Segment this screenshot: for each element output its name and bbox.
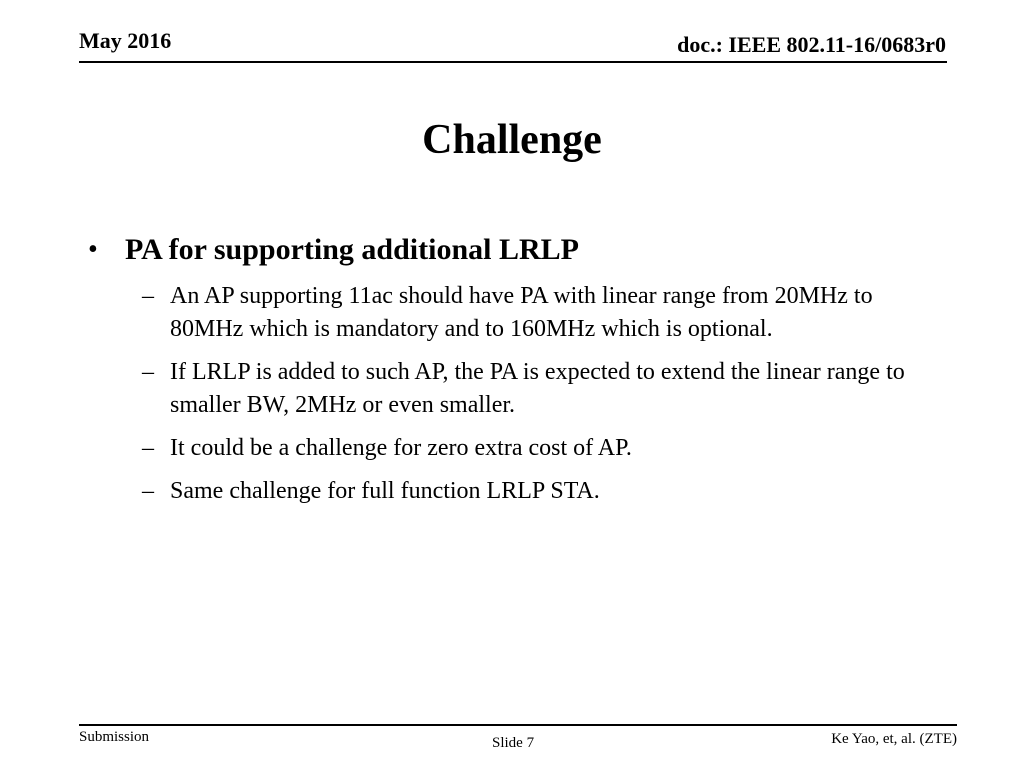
sub-bullet-text: Same challenge for full function LRLP STA. xyxy=(170,478,600,504)
header-doc-id: doc.: IEEE 802.11-16/0683r0 xyxy=(677,32,946,57)
sub-bullet-item xyxy=(0,475,910,508)
footer-author: Ke Yao, et, al. (ZTE) xyxy=(831,731,957,747)
sub-bullet-item xyxy=(0,432,910,465)
sub-bullet-item xyxy=(0,356,910,422)
dash-icon: – xyxy=(142,359,154,385)
sub-bullet-list xyxy=(0,280,1024,508)
dash-icon: – xyxy=(142,435,154,461)
header-date: May 2016 xyxy=(79,28,172,53)
slide-content xyxy=(0,228,1024,518)
bullet-dot-icon: • xyxy=(88,234,98,265)
sub-bullet-text: If LRLP is added to such AP, the PA is expected to extend the linear range to smaller BW, 2MHz or even smaller. xyxy=(170,359,905,418)
slide-title: Challenge xyxy=(422,117,602,163)
dash-icon: – xyxy=(142,478,154,504)
sub-bullet-text: It could be a challenge for zero extra cost of AP. xyxy=(170,435,632,461)
footer-slide-number: Slide 7 xyxy=(492,735,535,751)
sub-bullet-text: An AP supporting 11ac should have PA with linear range from 20MHz to 80MHz which is mandatory and to 160MHz which is optional. xyxy=(170,283,873,342)
bullet-text: PA for supporting additional LRLP xyxy=(125,233,579,266)
sub-bullet-item xyxy=(0,280,910,346)
dash-icon: – xyxy=(142,283,154,309)
header-divider xyxy=(79,61,947,63)
footer-submission: Submission xyxy=(79,729,150,745)
footer-divider xyxy=(79,724,957,726)
bullet-item xyxy=(0,228,1024,272)
